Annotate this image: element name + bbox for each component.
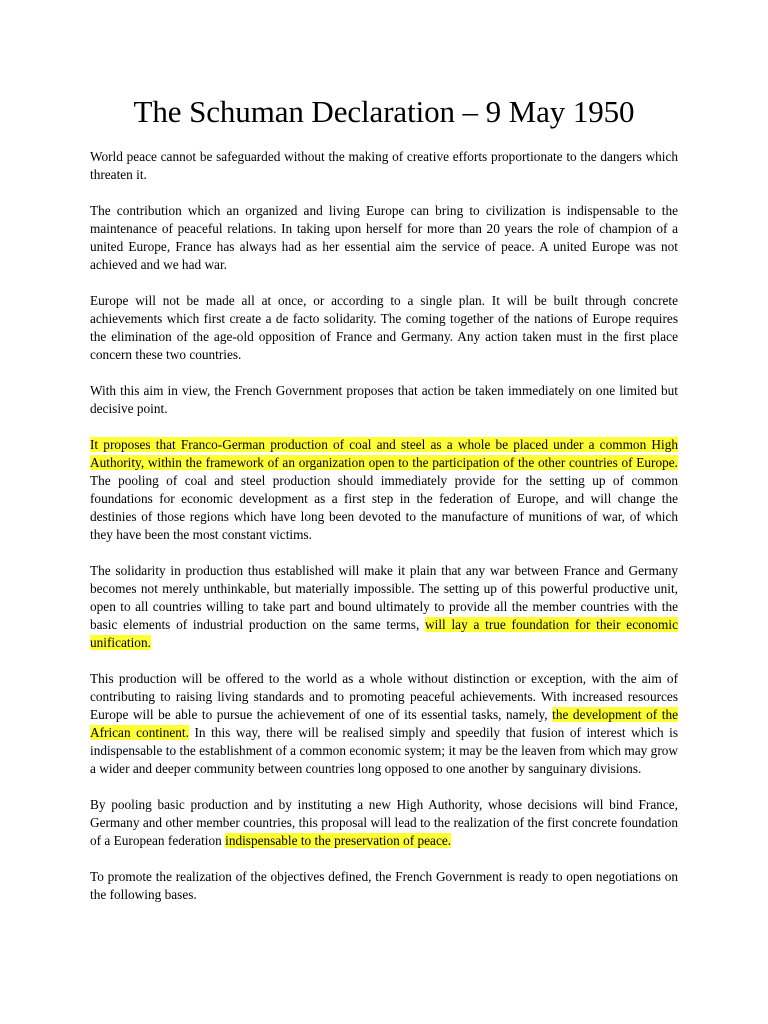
paragraph-text: The solidarity in production thus established will make it plain that any war between France and Germany becomes not merely unthinkable, but materially impossible. The setting up of this powerful productive unit, open to all countries willing to take part and bound ultimately to provide all the member countries with the basic elements of industrial production on the same terms,	[90, 563, 678, 632]
paragraph	[90, 670, 678, 778]
document-body	[90, 148, 678, 904]
paragraph	[90, 868, 678, 904]
paragraph-text: World peace cannot be safeguarded without the making of creative efforts proportionate to the dangers which threaten it.	[90, 149, 678, 182]
paragraph	[90, 292, 678, 364]
paragraph	[90, 202, 678, 274]
paragraph	[90, 436, 678, 544]
paragraph-text: With this aim in view, the French Government proposes that action be taken immediately on one limited but decisive point.	[90, 383, 678, 416]
highlighted-text: will lay a true foundation for their economic unification.	[90, 617, 678, 650]
paragraph	[90, 148, 678, 184]
paragraph-text: To promote the realization of the objectives defined, the French Government is ready to open negotiations on the following bases.	[90, 869, 678, 902]
paragraph	[90, 562, 678, 652]
highlighted-text: the development of the African continent.	[90, 707, 678, 740]
paragraph-text: Europe will not be made all at once, or according to a single plan. It will be built through concrete achievements which first create a de facto solidarity. The coming together of the nations of Europe requires the elimination of the age-old opposition of France and Germany. Any action taken must in the first place concern these two countries.	[90, 293, 678, 362]
paragraph	[90, 382, 678, 418]
paragraph-text: In this way, there will be realised simply and speedily that fusion of interest which is indispensable to the establishment of a common economic system; it may be the leaven from which may grow a wider and deeper community between countries long opposed to one another by sanguinary divisions.	[90, 725, 679, 776]
paragraph-text: The pooling of coal and steel production should immediately provide for the setting up of common foundations for economic development as a first step in the federation of Europe, and will change the destinies of those regions which have long been devoted to the manufacture of munitions of war, of which they have been the most constant victims.	[90, 473, 678, 542]
paragraph-text: By pooling basic production and by instituting a new High Authority, whose decisions will bind France, Germany and other member countries, this proposal will lead to the realization of the first concrete foundation of a European federation	[90, 797, 678, 848]
paragraph	[90, 796, 678, 850]
paragraph-text: This production will be offered to the world as a whole without distinction or exception, with the aim of contributing to raising living standards and to promoting peaceful achievements. With increased resources Europe will be able to pursue the achievement of one of its essential tasks, namely,	[90, 671, 678, 722]
highlighted-text: indispensable to the preservation of peace.	[225, 833, 452, 848]
paragraph-text: The contribution which an organized and living Europe can bring to civilization is indispensable to the maintenance of peaceful relations. In taking upon herself for more than 20 years the role of champion of a united Europe, France has always had as her essential aim the service of peace. A united Europe was not achieved and we had war.	[90, 203, 678, 272]
highlighted-text: It proposes that Franco-German production of coal and steel as a whole be placed under a common High Authority, within the framework of an organization open to the participation of the other countries of Europe.	[90, 437, 678, 470]
document-title: The Schuman Declaration – 9 May 1950	[133, 94, 635, 129]
